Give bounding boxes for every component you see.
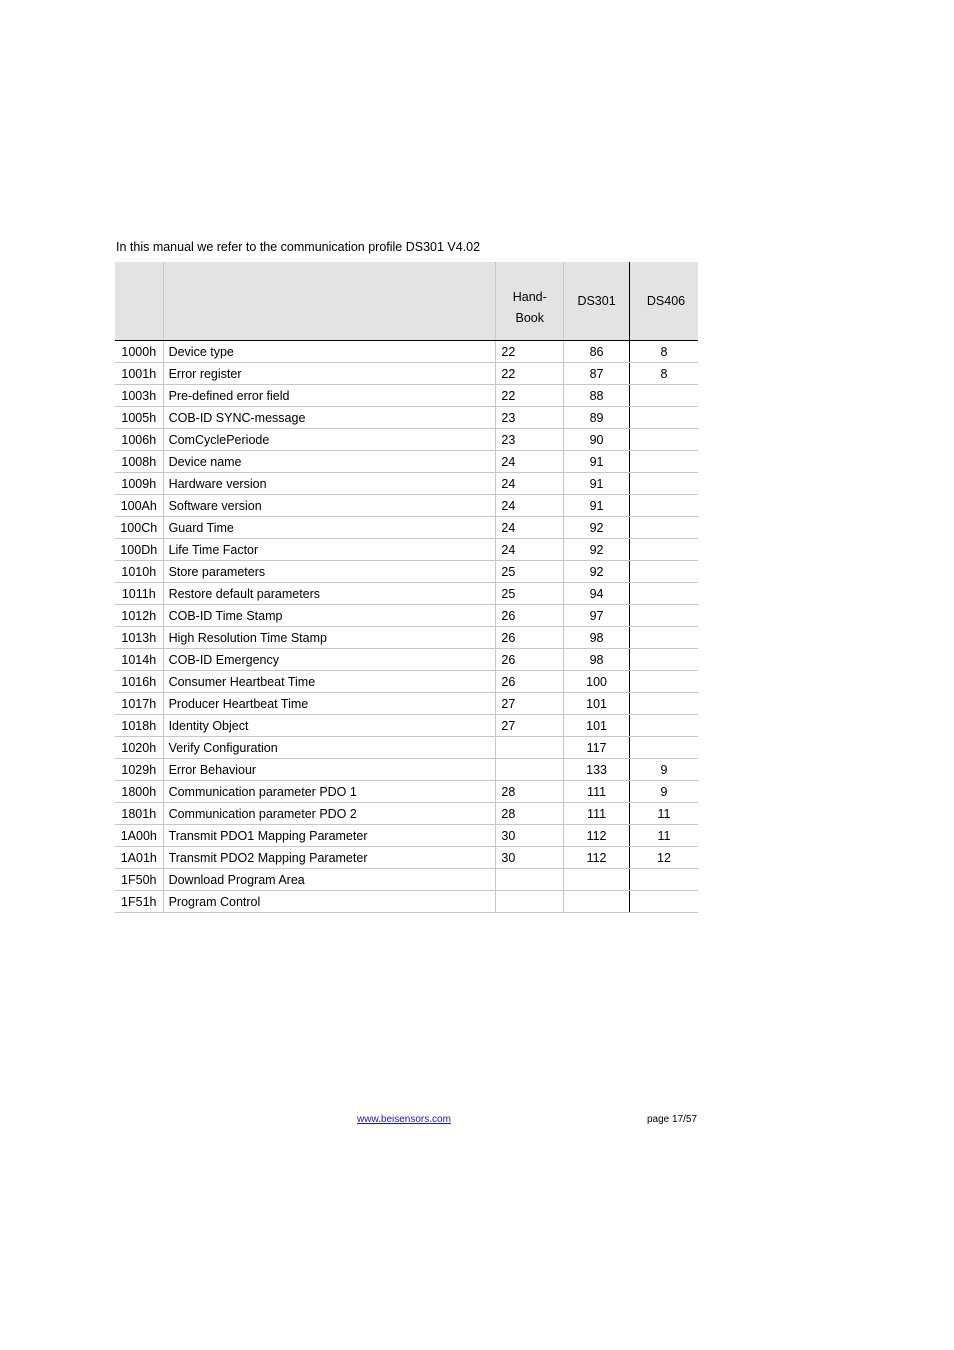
header-handbook (496, 262, 564, 341)
cell-handbook: 24 (496, 517, 564, 539)
cell-name: High Resolution Time Stamp (163, 627, 496, 649)
cell-ds301: 89 (564, 407, 630, 429)
cell-ds301: 98 (564, 627, 630, 649)
cell-ds301: 91 (564, 473, 630, 495)
cell-name: Transmit PDO1 Mapping Parameter (163, 825, 496, 847)
cell-index: 1012h (115, 605, 163, 627)
cell-handbook: 24 (496, 451, 564, 473)
table-row (115, 495, 698, 517)
cell-index: 1013h (115, 627, 163, 649)
cell-ds301: 86 (564, 341, 630, 363)
cell-ds406 (630, 869, 698, 891)
table-row (115, 759, 698, 781)
cell-index: 1003h (115, 385, 163, 407)
cell-ds301 (564, 891, 630, 913)
cell-index: 1018h (115, 715, 163, 737)
cell-handbook: 22 (496, 385, 564, 407)
table-row (115, 649, 698, 671)
cell-handbook: 27 (496, 693, 564, 715)
cell-ds406: 11 (630, 803, 698, 825)
cell-index: 1005h (115, 407, 163, 429)
cell-index: 1F50h (115, 869, 163, 891)
cell-ds406 (630, 517, 698, 539)
cell-name: Error register (163, 363, 496, 385)
cell-index: 1800h (115, 781, 163, 803)
cell-handbook (496, 737, 564, 759)
cell-name: COB-ID Time Stamp (163, 605, 496, 627)
cell-handbook (496, 869, 564, 891)
cell-ds406 (630, 539, 698, 561)
cell-handbook: 24 (496, 473, 564, 495)
cell-ds406: 9 (630, 759, 698, 781)
cell-index: 1801h (115, 803, 163, 825)
cell-name: Error Behaviour (163, 759, 496, 781)
table-row (115, 407, 698, 429)
cell-ds406 (630, 627, 698, 649)
cell-ds301: 101 (564, 693, 630, 715)
cell-name: Verify Configuration (163, 737, 496, 759)
cell-index: 100Ah (115, 495, 163, 517)
cell-ds406 (630, 605, 698, 627)
cell-index: 1F51h (115, 891, 163, 913)
table-row (115, 363, 698, 385)
table-row (115, 385, 698, 407)
header-ds301: DS301 (564, 262, 630, 341)
cell-name: Program Control (163, 891, 496, 913)
cell-ds301: 87 (564, 363, 630, 385)
table-row (115, 869, 698, 891)
table-row (115, 605, 698, 627)
cell-index: 1006h (115, 429, 163, 451)
cell-handbook: 23 (496, 429, 564, 451)
cell-handbook: 25 (496, 583, 564, 605)
cell-ds301: 94 (564, 583, 630, 605)
cell-name: Life Time Factor (163, 539, 496, 561)
cell-index: 1016h (115, 671, 163, 693)
cell-ds301: 97 (564, 605, 630, 627)
cell-ds406 (630, 715, 698, 737)
cell-ds301: 111 (564, 803, 630, 825)
cell-index: 1029h (115, 759, 163, 781)
table-row (115, 891, 698, 913)
cell-handbook: 28 (496, 803, 564, 825)
cell-index: 1009h (115, 473, 163, 495)
cell-ds406: 8 (630, 363, 698, 385)
cell-index: 1020h (115, 737, 163, 759)
cell-index: 1001h (115, 363, 163, 385)
cell-index: 1017h (115, 693, 163, 715)
table-row (115, 693, 698, 715)
cell-name: Communication parameter PDO 2 (163, 803, 496, 825)
cell-ds301: 90 (564, 429, 630, 451)
cell-handbook (496, 759, 564, 781)
cell-index: 100Dh (115, 539, 163, 561)
table-row (115, 737, 698, 759)
cell-ds301 (564, 869, 630, 891)
header-handbook-label: Hand- Book (512, 290, 547, 325)
cell-ds406 (630, 561, 698, 583)
website-link[interactable]: www.beisensors.com (357, 1114, 451, 1125)
cell-name: Consumer Heartbeat Time (163, 671, 496, 693)
cell-ds301: 91 (564, 495, 630, 517)
cell-ds301: 100 (564, 671, 630, 693)
cell-name: Communication parameter PDO 1 (163, 781, 496, 803)
cell-name: COB-ID Emergency (163, 649, 496, 671)
cell-ds406 (630, 495, 698, 517)
table-row (115, 517, 698, 539)
table-row (115, 627, 698, 649)
table-row (115, 781, 698, 803)
table-row (115, 539, 698, 561)
table-row (115, 847, 698, 869)
cell-handbook: 23 (496, 407, 564, 429)
object-dictionary-table (115, 262, 698, 913)
cell-handbook: 24 (496, 495, 564, 517)
cell-handbook: 25 (496, 561, 564, 583)
cell-name: Download Program Area (163, 869, 496, 891)
cell-index: 100Ch (115, 517, 163, 539)
cell-ds301: 133 (564, 759, 630, 781)
cell-name: Hardware version (163, 473, 496, 495)
cell-name: Identity Object (163, 715, 496, 737)
cell-handbook (496, 891, 564, 913)
cell-index: 1010h (115, 561, 163, 583)
cell-handbook: 26 (496, 627, 564, 649)
cell-ds406: 8 (630, 341, 698, 363)
table-row (115, 671, 698, 693)
cell-ds406 (630, 451, 698, 473)
cell-ds406 (630, 891, 698, 913)
table-row (115, 561, 698, 583)
cell-ds406 (630, 649, 698, 671)
cell-ds406 (630, 429, 698, 451)
header-ds406: DS406 (630, 262, 698, 341)
cell-name: ComCyclePeriode (163, 429, 496, 451)
cell-ds301: 101 (564, 715, 630, 737)
cell-handbook: 24 (496, 539, 564, 561)
cell-ds406 (630, 473, 698, 495)
intro-text: In this manual we refer to the communication profile DS301 V4.02 (116, 240, 481, 254)
table-row (115, 451, 698, 473)
cell-name: Store parameters (163, 561, 496, 583)
header-name (163, 262, 496, 341)
cell-ds301: 92 (564, 561, 630, 583)
cell-ds406: 9 (630, 781, 698, 803)
cell-ds301: 91 (564, 451, 630, 473)
cell-name: Restore default parameters (163, 583, 496, 605)
cell-handbook: 26 (496, 649, 564, 671)
cell-ds301: 92 (564, 517, 630, 539)
cell-ds406: 11 (630, 825, 698, 847)
cell-ds406 (630, 671, 698, 693)
cell-ds406: 12 (630, 847, 698, 869)
cell-handbook: 30 (496, 847, 564, 869)
cell-ds406 (630, 385, 698, 407)
cell-name: Guard Time (163, 517, 496, 539)
table-row (115, 473, 698, 495)
table-row (115, 583, 698, 605)
table-row (115, 715, 698, 737)
cell-ds301: 88 (564, 385, 630, 407)
header-index (115, 262, 163, 341)
table-row (115, 825, 698, 847)
cell-name: COB-ID SYNC-message (163, 407, 496, 429)
page-number: page 17/57 (647, 1114, 698, 1125)
cell-ds406 (630, 737, 698, 759)
cell-ds406 (630, 583, 698, 605)
cell-ds406 (630, 407, 698, 429)
table-row (115, 803, 698, 825)
cell-ds301: 92 (564, 539, 630, 561)
cell-ds301: 112 (564, 847, 630, 869)
cell-index: 1011h (115, 583, 163, 605)
cell-ds301: 117 (564, 737, 630, 759)
cell-index: 1000h (115, 341, 163, 363)
cell-ds406 (630, 693, 698, 715)
cell-name: Software version (163, 495, 496, 517)
cell-handbook: 22 (496, 363, 564, 385)
table-body (115, 341, 698, 913)
cell-handbook: 22 (496, 341, 564, 363)
cell-handbook: 28 (496, 781, 564, 803)
cell-ds301: 112 (564, 825, 630, 847)
cell-index: 1008h (115, 451, 163, 473)
cell-name: Producer Heartbeat Time (163, 693, 496, 715)
cell-handbook: 26 (496, 671, 564, 693)
cell-index: 1A00h (115, 825, 163, 847)
cell-name: Pre-defined error field (163, 385, 496, 407)
cell-index: 1A01h (115, 847, 163, 869)
cell-ds301: 111 (564, 781, 630, 803)
table-header-row (115, 262, 698, 341)
cell-handbook: 30 (496, 825, 564, 847)
table-row (115, 429, 698, 451)
cell-handbook: 26 (496, 605, 564, 627)
cell-index: 1014h (115, 649, 163, 671)
table-row (115, 341, 698, 363)
cell-name: Device name (163, 451, 496, 473)
cell-name: Transmit PDO2 Mapping Parameter (163, 847, 496, 869)
cell-ds301: 98 (564, 649, 630, 671)
cell-name: Device type (163, 341, 496, 363)
cell-handbook: 27 (496, 715, 564, 737)
